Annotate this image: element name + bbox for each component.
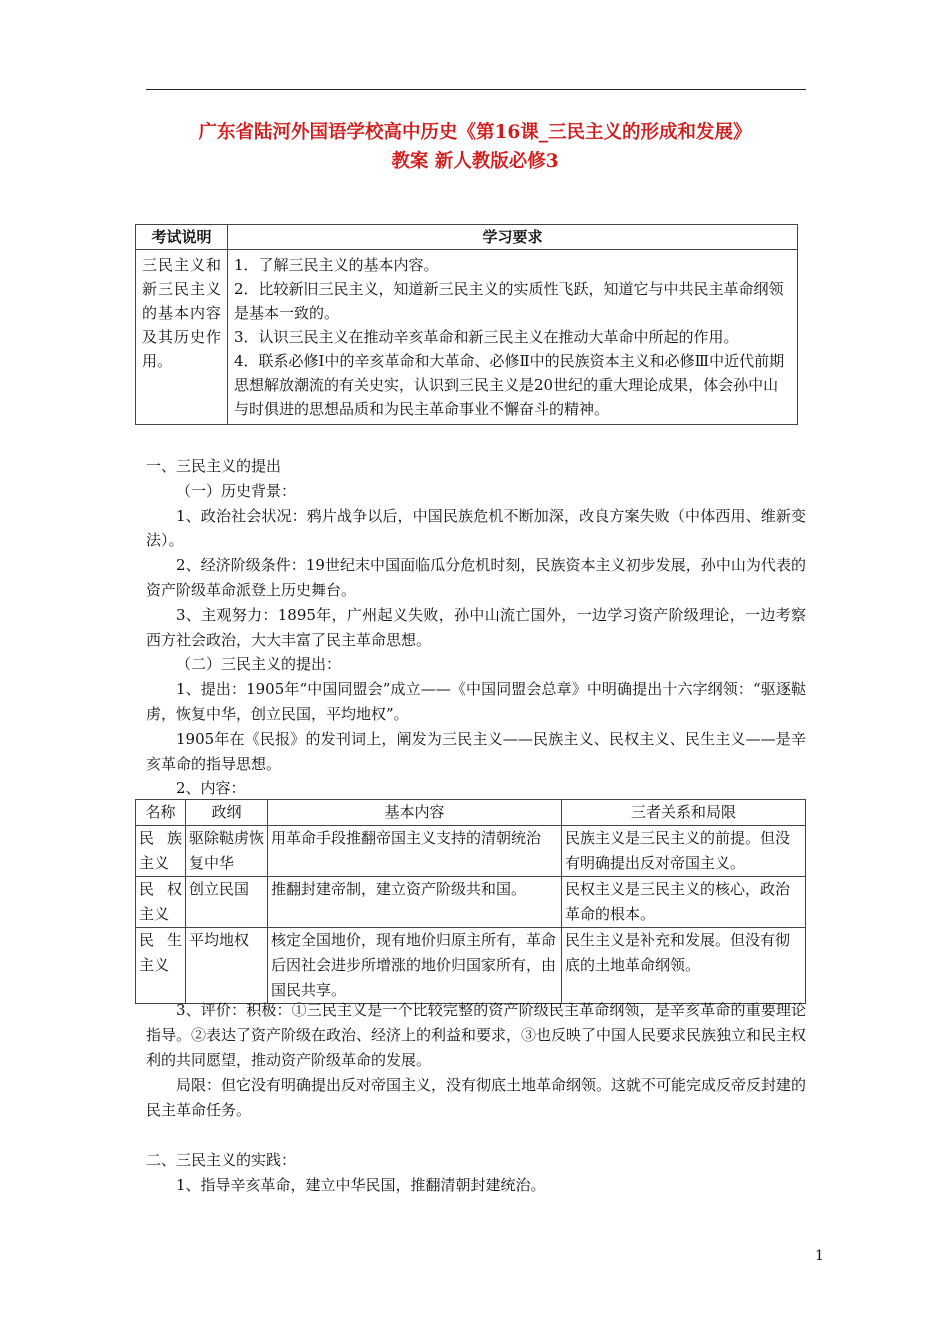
section-1-heading: 一、三民主义的提出	[146, 457, 282, 475]
paragraph: 2、内容：	[176, 779, 246, 798]
paragraph: 1、提出：1905年“中国同盟会”成立——《中国同盟会总章》中明确提出十六字纲领：“驱逐鞑虏，恢复中华，创立民国，平均地权”。	[146, 680, 806, 723]
requirement-item: 4．联系必修Ⅰ中的辛亥革命和大革命、必修Ⅱ中的民族资本主义和必修Ⅲ中近代前期思想解放潮流的有关史实，认识到三民主义是20世纪的重大理论成果，体会孙中山与时俱进的思想品质和为民主革命事业不懈奋斗的精神。	[234, 352, 785, 418]
exam-note-cell: 三民主义和新三民主义的基本内容及其历史作用。	[136, 250, 228, 425]
table-cell: 民生主义	[136, 928, 186, 1004]
paragraph: 1、政治社会状况：鸦片战争以后，中国民族危机不断加深，改良方案失败（中体西用、维新变法）。	[146, 506, 806, 550]
header-rule	[146, 89, 806, 90]
table-cell: 民族主义是三民主义的前提。但没有明确提出反对帝国主义。	[562, 826, 806, 877]
header-platform: 政纲	[186, 800, 268, 826]
header-relation: 三者关系和局限	[562, 800, 806, 826]
header-learning-requirements: 学习要求	[228, 225, 798, 250]
header-exam-note: 考试说明	[136, 225, 228, 250]
header-content: 基本内容	[268, 800, 562, 826]
paragraph: 2、经济阶级条件：19世纪末中国面临瓜分危机时刻，民族资本主义初步发展，孙中山为代表的资产阶级革命派登上历史舞台。	[146, 556, 806, 599]
table-cell: 驱除鞑虏恢复中华	[186, 826, 268, 877]
requirement-item: 3．认识三民主义在推动辛亥革命和新三民主义在推动大革命中所起的作用。	[234, 328, 739, 346]
table-row	[136, 826, 806, 877]
section-1	[146, 454, 806, 801]
evaluation-and-section-2	[146, 998, 806, 1198]
paragraph: 3、主观努力：1895年，广州起义失败，孙中山流亡国外，一边学习资产阶级理论，一边考察西方社会政治，大大丰富了民主革命思想。	[146, 605, 806, 649]
content-table	[135, 799, 806, 1004]
paragraph: 1、指导辛亥革命，建立中华民国，推翻清朝封建统治。	[176, 1176, 546, 1194]
requirements-body-row	[136, 250, 798, 425]
document-title	[120, 118, 830, 176]
subheading-background: （一）历史背景：	[176, 481, 297, 500]
table-cell: 民权主义是三民主义的核心，政治革命的根本。	[562, 877, 806, 928]
title-line-2: 教案 新人教版必修3	[391, 151, 559, 172]
table-cell: 推翻封建帝制，建立资产阶级共和国。	[268, 877, 562, 928]
requirements-header-row	[136, 225, 798, 250]
evaluation-positive: 3、评价：积极：①三民主义是一个比较完整的资产阶级民主革命纲领，是辛亥革命的重要理论指导。②表达了资产阶级在政治、经济上的利益和要求，③也反映了中国人民要求民族独立和民主权利的共同愿望，推动资产阶级革命的发展。	[146, 1001, 807, 1069]
table-cell: 平均地权	[186, 928, 268, 1004]
subheading-proposal: （二）三民主义的提出：	[176, 655, 342, 674]
content-header-row	[136, 800, 806, 826]
requirements-table	[135, 224, 798, 425]
table-cell: 民权主义	[136, 877, 186, 928]
table-cell: 核定全国地价，现有地价归原主所有，革命后因社会进步所增涨的地价归国家所有，由国民共享。	[268, 928, 562, 1004]
table-cell: 用革命手段推翻帝国主义支持的清朝统治	[268, 826, 562, 877]
page-number: 1	[815, 1248, 824, 1264]
section-2-heading: 二、三民主义的实践：	[146, 1151, 297, 1169]
table-cell: 民生主义是补充和发展。但没有彻底的土地革命纲领。	[562, 928, 806, 1004]
evaluation-limitation: 局限：但它没有明确提出反对帝国主义，没有彻底土地革命纲领。这就不可能完成反帝反封建的民主革命任务。	[146, 1076, 807, 1119]
spacer	[146, 1123, 806, 1148]
table-row	[136, 877, 806, 928]
table-cell: 民族主义	[136, 826, 186, 877]
table-cell: 创立民国	[186, 877, 268, 928]
requirement-item: 2．比较新旧三民主义，知道新三民主义的实质性飞跃，知道它与中共民主革命纲领是基本一致的。	[234, 280, 784, 322]
requirements-cell	[228, 250, 798, 425]
paragraph: 1905年在《民报》的发刊词上，阐发为三民主义——民族主义、民权主义、民生主义——是辛亥革命的指导思想。	[146, 729, 806, 773]
table-row	[136, 928, 806, 1004]
requirement-item: 1．了解三民主义的基本内容。	[234, 256, 439, 274]
title-line-1: 广东省陆河外国语学校高中历史《第16课_三民主义的形成和发展》	[198, 122, 752, 143]
header-name: 名称	[136, 800, 186, 826]
